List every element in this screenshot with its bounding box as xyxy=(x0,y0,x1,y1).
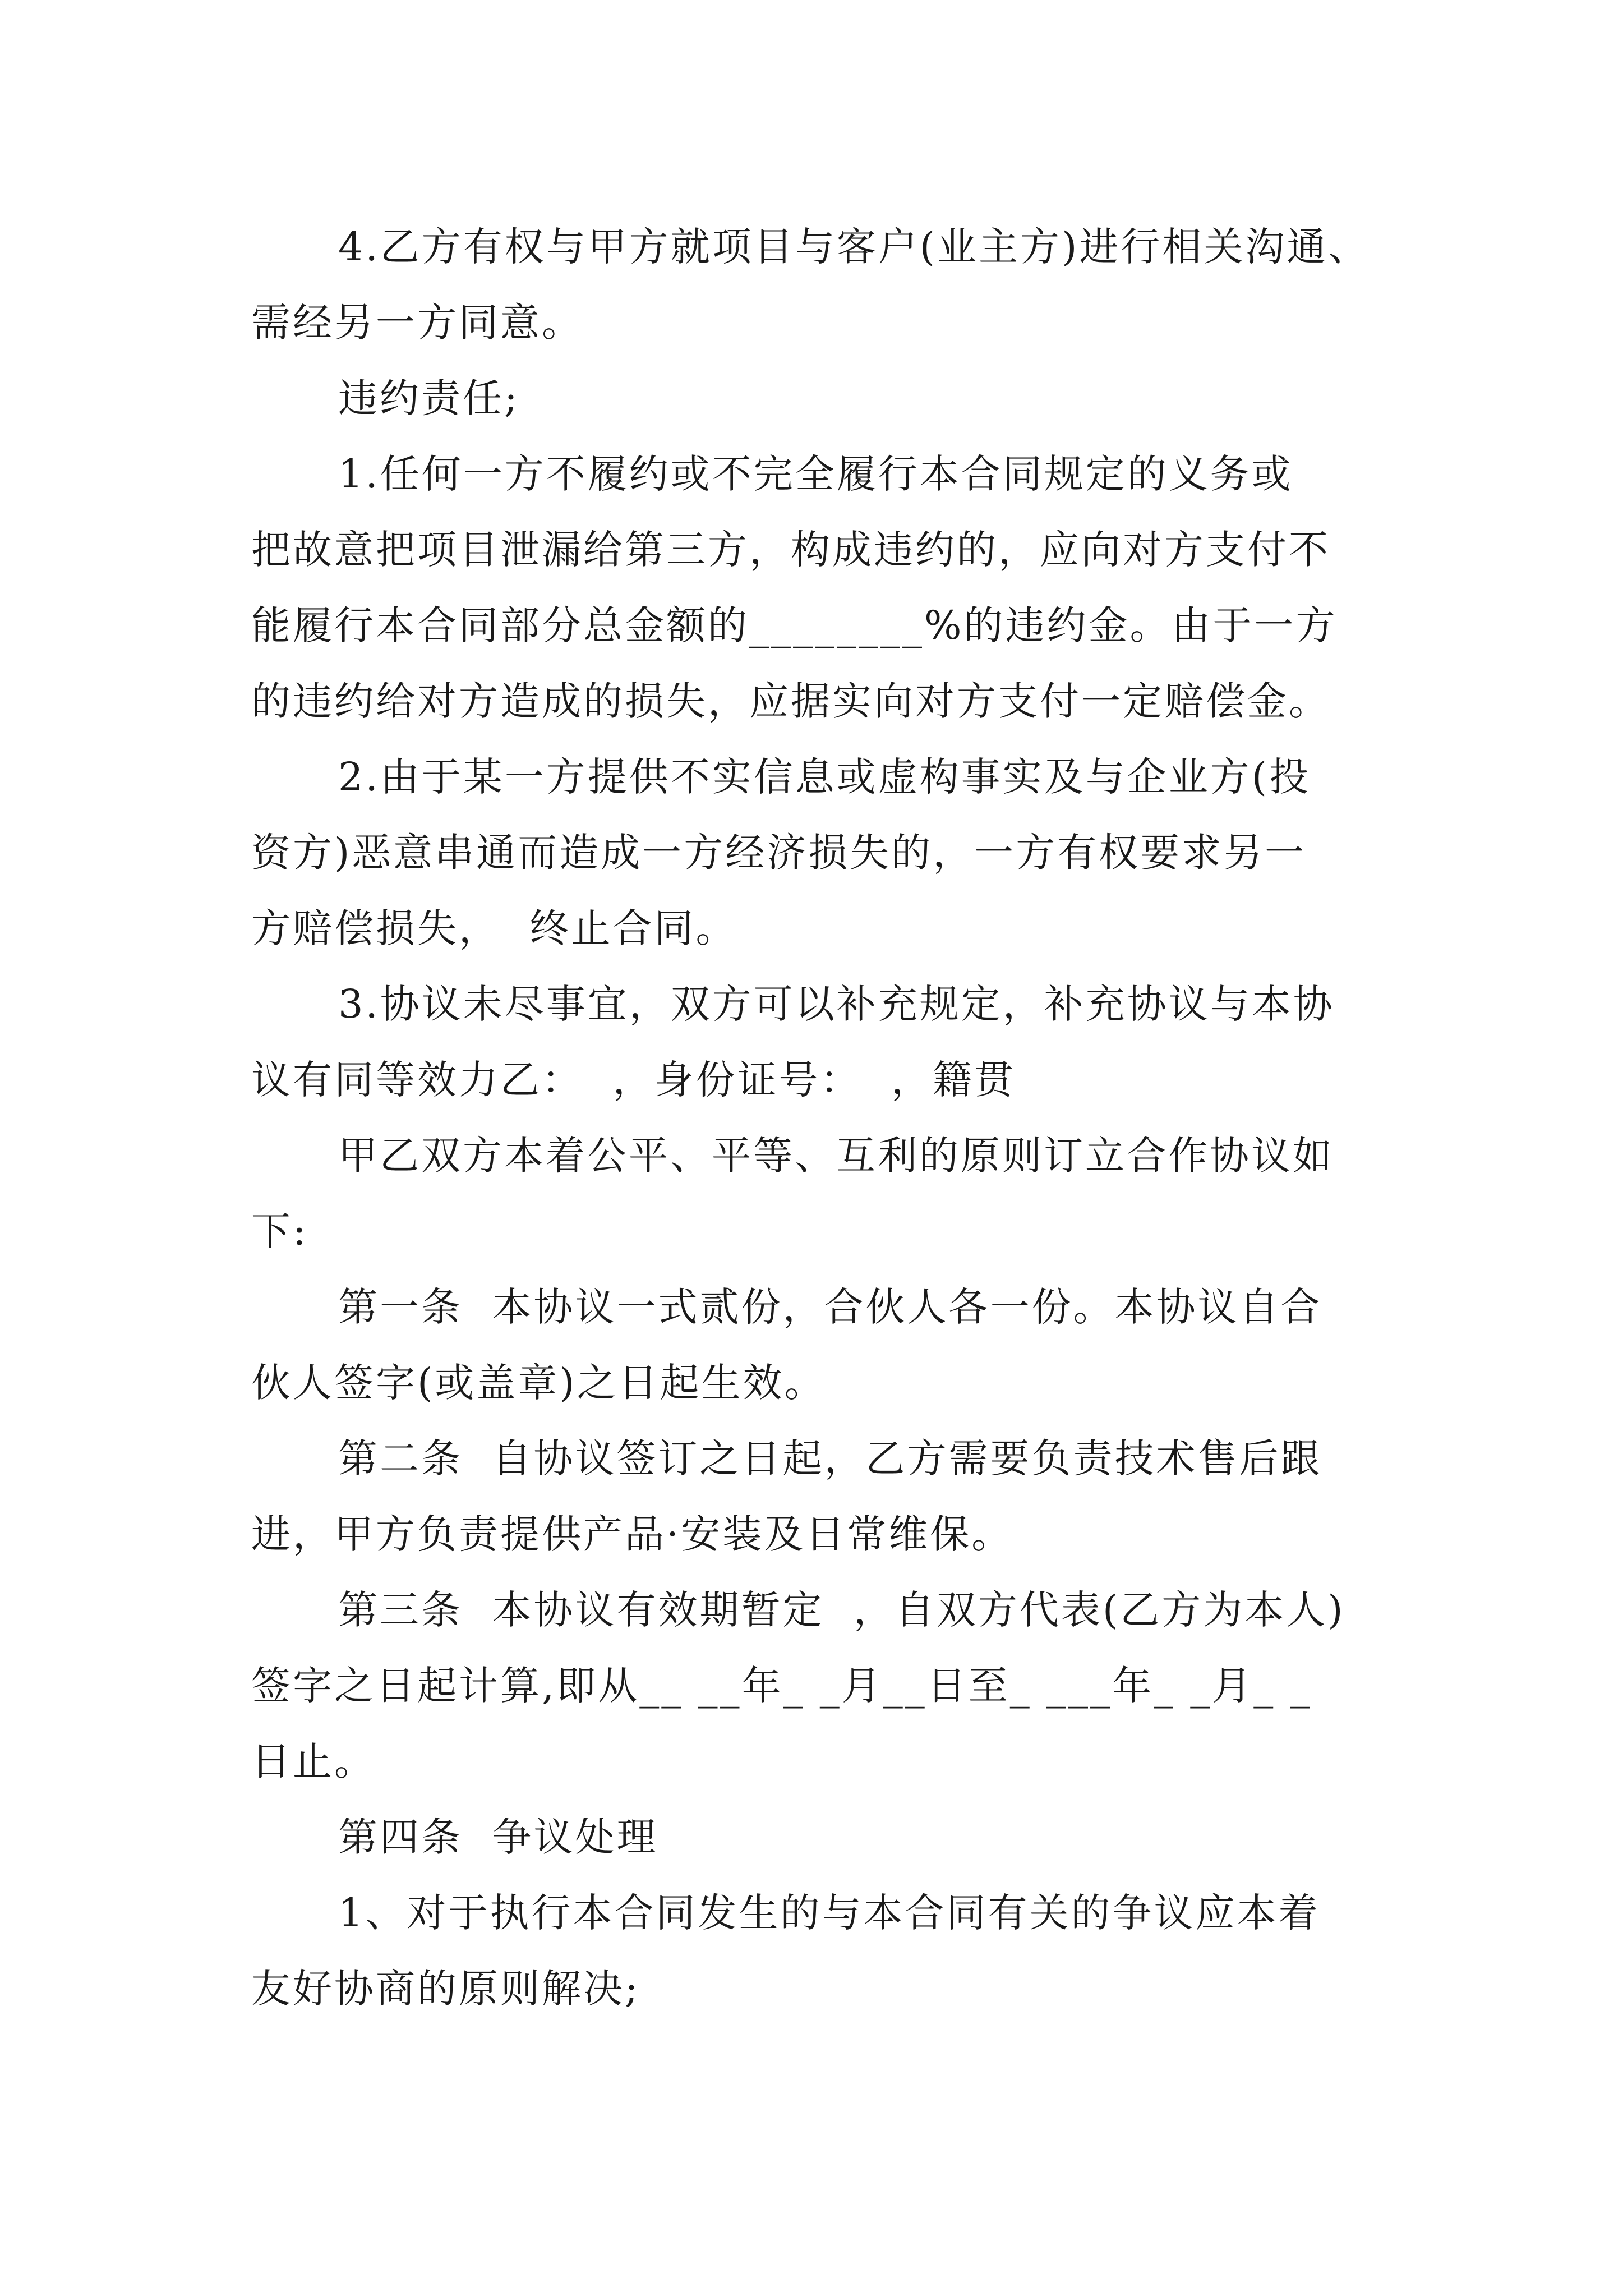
paragraph-line: 方赔偿损失， 终止合同。 xyxy=(251,905,737,951)
paragraph-line: 的违约给对方造成的损失，应据实向对方支付一定赔偿金。 xyxy=(251,678,1330,724)
paragraph-line: 1.任何一方不履约或不完全履行本合同规定的义务或 xyxy=(338,451,1293,497)
paragraph-line: 需经另一方同意。 xyxy=(251,300,583,346)
article-heading: 第四条 争议处理 xyxy=(338,1814,658,1860)
article-line: 第一条 本协议一式贰份，合伙人各一份。本协议自合 xyxy=(338,1284,1322,1330)
paragraph-line: 能履行本合同部分总金额的________%的违约金。由于一方 xyxy=(251,602,1338,648)
paragraph-line: 伙人签字(或盖章)之日起生效。 xyxy=(251,1360,826,1406)
paragraph-line: 进，甲方负责提供产品·安装及日常维保。 xyxy=(251,1511,1013,1557)
paragraph-line: 日止。 xyxy=(251,1738,376,1784)
paragraph-line: 3.协议未尽事宜，双方可以补充规定，补充协议与本协 xyxy=(338,981,1335,1027)
paragraph-line: 资方)恶意串通而造成一方经济损失的，一方有权要求另一 xyxy=(251,830,1307,876)
article-line: 第三条 本协议有效期暂定 ，自双方代表(乙方为本人) xyxy=(338,1587,1345,1633)
paragraph-line: 4.乙方有权与甲方就项目与客户(业主方)进行相关沟通、 xyxy=(338,224,1370,270)
section-heading: 违约责任; xyxy=(338,375,520,421)
paragraph-line: 把故意把项目泄漏给第三方，构成违约的，应向对方支付不 xyxy=(251,527,1330,573)
paragraph-line: 签字之日起计算,即从__ __年_ _月__日至_ ___年_ _月_ _ xyxy=(251,1663,1312,1709)
paragraph-line: 2.由于某一方提供不实信息或虚构事实及与企业方(投 xyxy=(338,754,1311,800)
paragraph-line: 下: xyxy=(251,1208,308,1254)
paragraph-line: 1、对于执行本合同发生的与本合同有关的争议应本着 xyxy=(338,1890,1320,1936)
paragraph-line: 友好协商的原则解决; xyxy=(251,1966,640,2012)
paragraph-line: 议有同等效力乙： ，身份证号： ，籍贯 xyxy=(251,1057,1016,1103)
article-line: 第二条 自协议签订之日起，乙方需要负责技术售后跟 xyxy=(338,1435,1322,1481)
paragraph-line: 甲乙双方本着公平、平等、互利的原则订立合作协议如 xyxy=(338,1133,1334,1179)
